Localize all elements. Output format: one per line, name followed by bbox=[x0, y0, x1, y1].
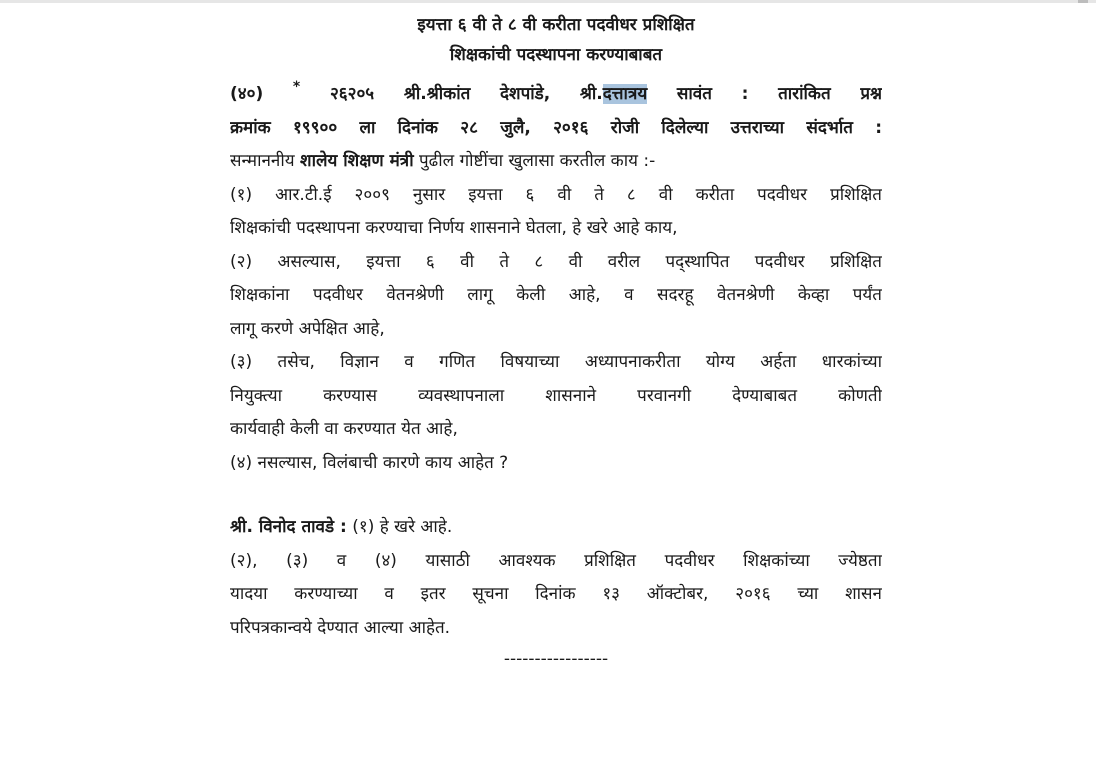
answer-part-1: (१) हे खरे आहे. bbox=[352, 517, 453, 537]
selected-text-highlight[interactable]: दत्तात्रय bbox=[602, 84, 648, 104]
answer-line-3: यादया करण्याच्या व इतर सूचना दिनांक १३ ऑक्टोबर, २०१६ च्या शासन bbox=[230, 584, 882, 604]
answer-first-line bbox=[230, 511, 882, 545]
minister-title: शालेय शिक्षण मंत्री bbox=[300, 151, 414, 171]
answer-speaker: श्री. विनोद तावडे : bbox=[230, 517, 347, 537]
question-part-2-line-3: लागू करणे अपेक्षित आहे, bbox=[230, 318, 385, 339]
answer-block bbox=[230, 511, 882, 645]
question-part-4: (४) नसल्यास, विलंबाची कारणे काय आहेत ? bbox=[230, 452, 509, 473]
question-asker-surname: सावंत : bbox=[676, 84, 749, 104]
question-part-2-line-1: (२) असल्यास, इयत्ता ६ वी ते ८ वी वरील पद्स्थापित पदवीधर प्रशिक्षित bbox=[230, 251, 882, 272]
document-page bbox=[230, 10, 882, 671]
document-title-line-2: शिक्षकांची पदस्थापना करण्याबाबत bbox=[449, 45, 663, 65]
question-part-3-line-3: कार्यवाही केली वा करण्यात येत आहे, bbox=[230, 419, 458, 439]
question-number: (४०) bbox=[230, 84, 264, 104]
section-separator: ----------------- bbox=[503, 649, 609, 669]
question-part-1-line-2: शिक्षकांची पदस्थापना करण्याचा निर्णय शासनाने घेतला, हे खरे आहे काय, bbox=[230, 218, 678, 238]
answer-line-2: (२), (३) व (४) यासाठी आवश्यक प्रशिक्षित पदवीधर शिक्षकांच्या ज्येष्ठता bbox=[230, 550, 882, 571]
question-part-2-line-2: शिक्षकांना पदवीधर वेतनश्रेणी लागू केली आहे, व सदरहू वेतनश्रेणी केव्हा पर्यंत bbox=[230, 285, 882, 305]
question-type-label: तारांकित प्रश्न bbox=[778, 84, 882, 104]
question-block bbox=[230, 78, 882, 480]
question-part-3-line-2: नियुक्त्या करण्यास व्यवस्थापनाला शासनाने परवानगी देण्याबाबत कोणती bbox=[230, 385, 882, 406]
question-intro-line: सन्माननीय शालेय शिक्षण मंत्री पुढील गोष्टींचा खुलासा करतील काय :- bbox=[230, 151, 656, 171]
paragraph-gap bbox=[230, 480, 882, 511]
starred-mark: * bbox=[292, 79, 301, 95]
question-header-line bbox=[230, 78, 882, 112]
question-code: २६२०५ bbox=[329, 84, 375, 104]
question-reference-line: क्रमांक १९९०० ला दिनांक २८ जुलै, २०१६ रोजी दिलेल्या उत्तराच्या संदर्भात : bbox=[230, 117, 882, 138]
question-askers: श्री.श्रीकांत देशपांडे, श्री.दत्तात्रय bbox=[403, 84, 648, 104]
question-part-3-line-1: (३) तसेच, विज्ञान व गणित विषयाच्या अध्यापनाकरीता योग्य अर्हता धारकांच्या bbox=[230, 352, 882, 372]
window-top-edge bbox=[0, 0, 1096, 3]
question-part-1-line-1: (१) आर.टी.ई २००९ नुसार इयत्ता ६ वी ते ८ वी करीता पदवीधर प्रशिक्षित bbox=[230, 184, 882, 205]
answer-line-4: परिपत्रकान्वये देण्यात आल्या आहेत. bbox=[230, 617, 451, 638]
scrollbar-thumb[interactable] bbox=[1078, 0, 1088, 3]
document-title-line-1: इयत्ता ६ वी ते ८ वी करीता पदवीधर प्रशिक्षित bbox=[417, 15, 695, 35]
